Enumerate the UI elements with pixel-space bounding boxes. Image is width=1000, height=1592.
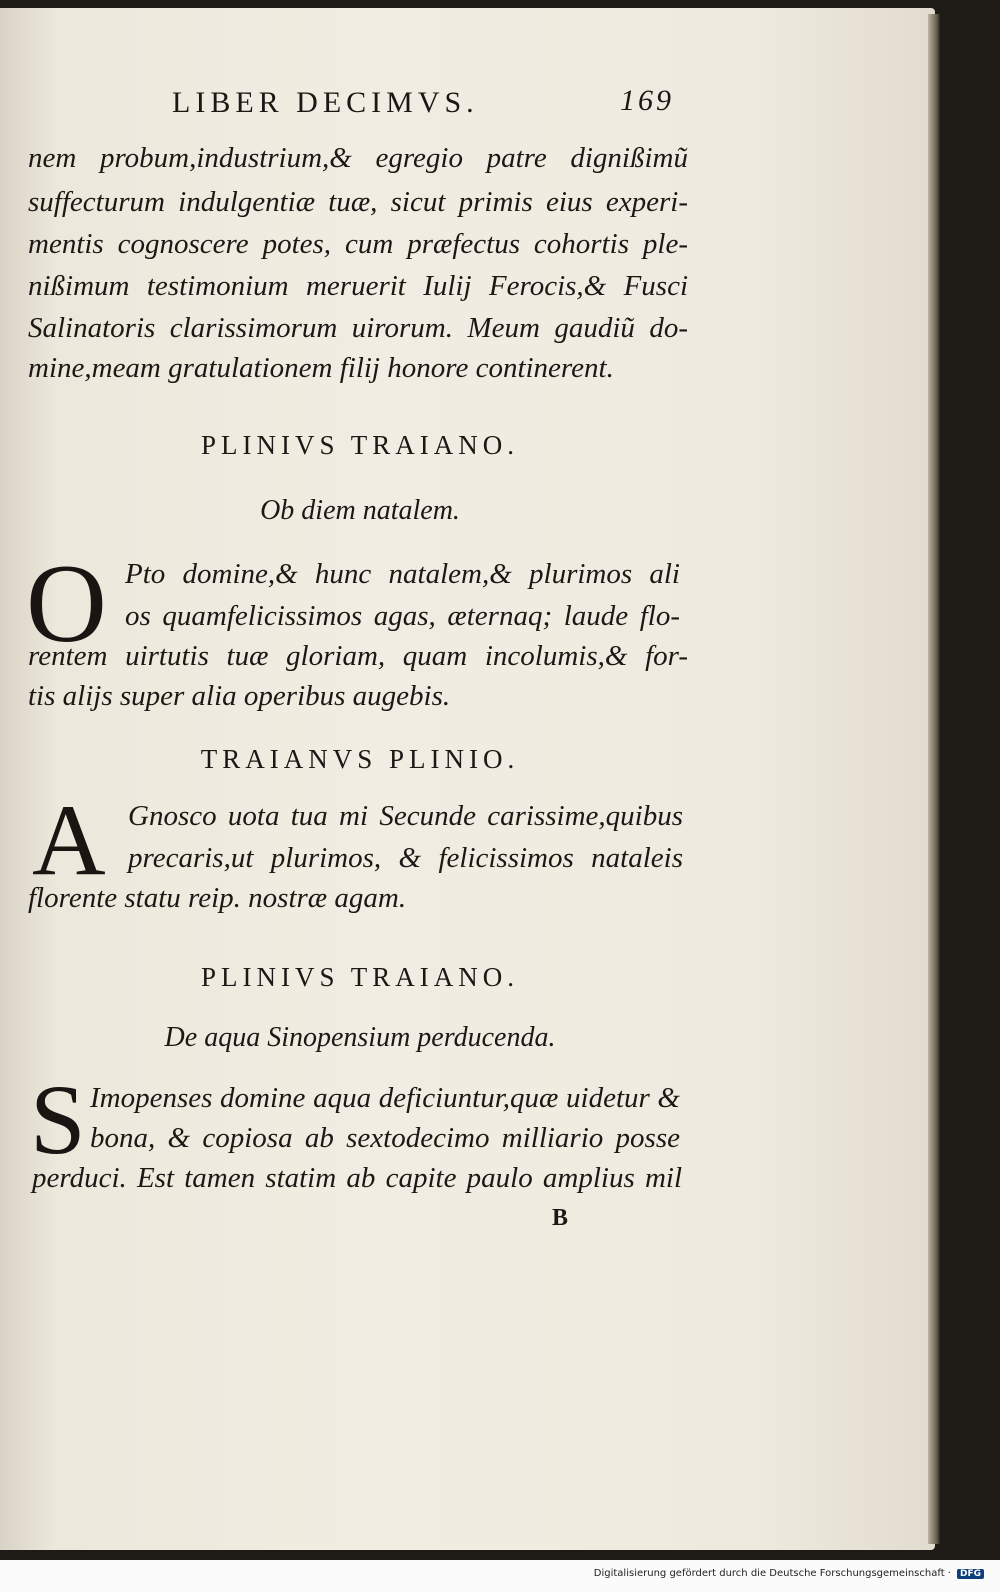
- signature-mark: B: [552, 1205, 569, 1231]
- text-line: nißimum testimonium meruerit Iulij Ferocis,& Fusci: [28, 270, 688, 302]
- text-line: bona, & copiosa ab sextodecimo milliario posse: [90, 1122, 680, 1154]
- text-line: mentis cognoscere potes, cum præfectus cohortis ple-: [28, 228, 688, 260]
- drop-cap-s: S: [30, 1064, 86, 1175]
- dfg-logo: DFG: [957, 1569, 984, 1579]
- text-line: Pto domine,& hunc natalem,& plurimos ali: [125, 558, 680, 590]
- footer-credit-text: Digitalisierung gefördert durch die Deutsche Forschungsgemeinschaft ·: [593, 1568, 951, 1579]
- drop-cap-o: O: [26, 542, 107, 666]
- text-line: suffecturum indulgentiæ tuæ, sicut primis eius experi-: [28, 186, 688, 218]
- text-line: Gnosco uota tua mi Secunde carissime,quibus: [128, 800, 683, 832]
- letter-subheading: Ob diem natalem.: [260, 495, 460, 526]
- drop-cap-a: A: [32, 784, 106, 897]
- footer-credit: [0, 1568, 984, 1579]
- text-line: mine,meam gratulationem filij honore continerent.: [28, 352, 614, 384]
- text-line: perduci. Est tamen statim ab capite paulo amplius mil: [32, 1162, 682, 1194]
- running-head: LIBER DECIMVS.: [172, 86, 479, 119]
- text-line: rentem uirtutis tuæ gloriam, quam incolumis,& for-: [28, 640, 688, 672]
- text-line: florente statu reip. nostræ agam.: [28, 882, 407, 914]
- letter-heading: PLINIVS TRAIANO.: [200, 962, 519, 992]
- letter-heading: PLINIVS TRAIANO.: [200, 430, 519, 460]
- text-line: nem probum,industrium,& egregio patre dignißimũ: [28, 142, 688, 174]
- text-line: os quamfelicissimos agas, æternaq; laude flo-: [125, 600, 680, 632]
- page-edge: [928, 14, 940, 1544]
- text-line: Salinatoris clarissimorum uirorum. Meum gaudiũ do-: [28, 312, 688, 344]
- page-number: 169: [620, 84, 674, 117]
- letter-heading: TRAIANVS PLINIO.: [200, 744, 520, 774]
- text-line: precaris,ut plurimos, & felicissimos nataleis: [128, 842, 683, 874]
- text-line: tis alijs super alia operibus augebis.: [28, 680, 451, 712]
- text-line: Imopenses domine aqua deficiuntur,quæ uidetur &: [90, 1082, 680, 1114]
- letter-subheading: De aqua Sinopensium perducenda.: [164, 1022, 556, 1053]
